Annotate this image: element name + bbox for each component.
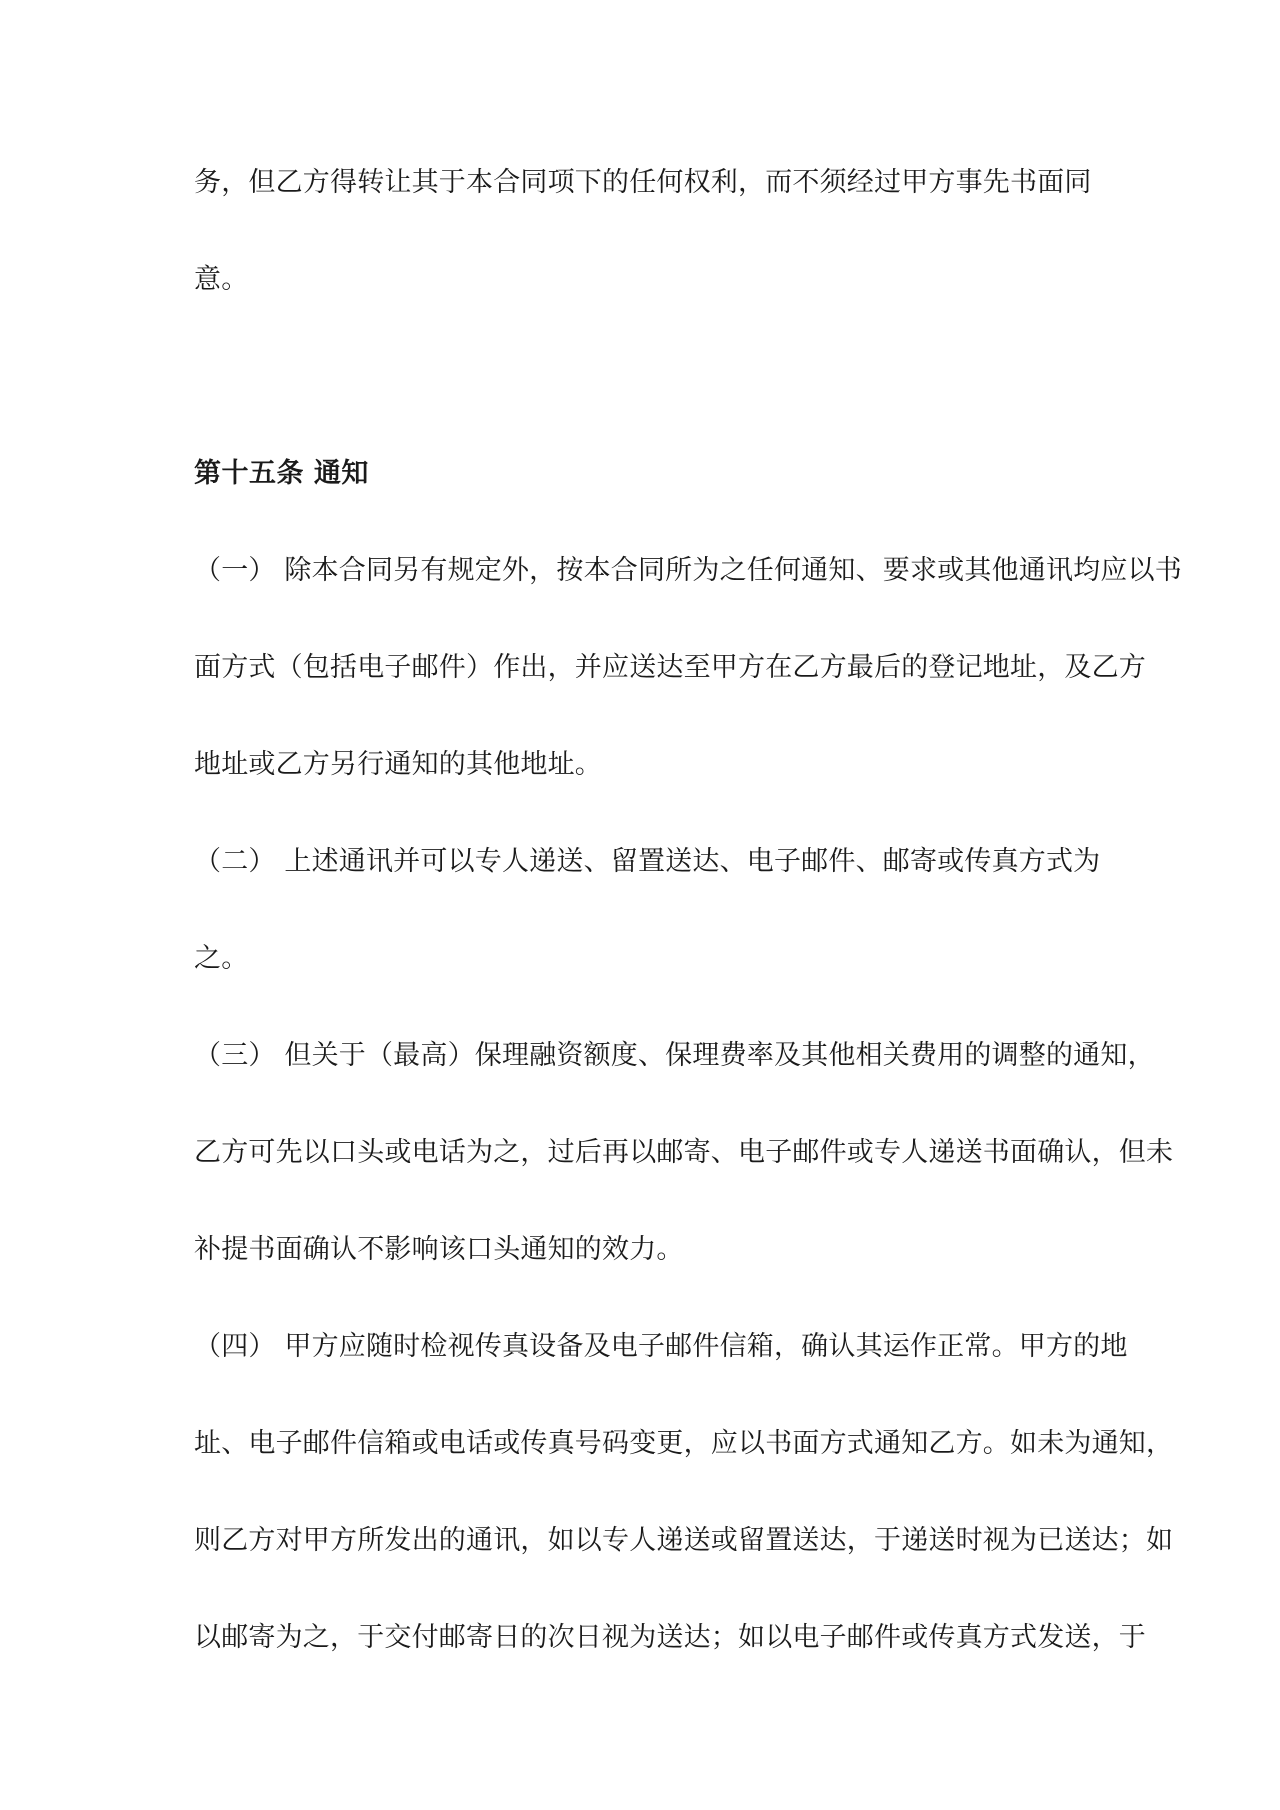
paragraph-line: 意。 [194, 264, 249, 295]
paragraph-line: 则乙方对甲方所发出的通讯，如以专人递送或留置送达，于递送时视为已送达；如 [194, 1525, 1174, 1556]
paragraph-line: 址、电子邮件信箱或电话或传真号码变更，应以书面方式通知乙方。如未为通知， [194, 1428, 1174, 1459]
paragraph-line: 以邮寄为之，于交付邮寄日的次日视为送达；如以电子邮件或传真方式发送，于 [194, 1622, 1146, 1653]
paragraph-line: 务，但乙方得转让其于本合同项下的任何权利，而不须经过甲方事先书面同 [194, 167, 1092, 198]
paragraph-line: 之。 [194, 943, 249, 974]
paragraph-line: （三） 但关于（最高）保理融资额度、保理费率及其他相关费用的调整的通知， [194, 1040, 1155, 1071]
paragraph-line: （四） 甲方应随时检视传真设备及电子邮件信箱，确认其运作正常。甲方的地 [194, 1331, 1128, 1362]
paragraph-line: 乙方可先以口头或电话为之，过后再以邮寄、电子邮件或专人递送书面确认，但未 [194, 1137, 1174, 1168]
paragraph-line: 面方式（包括电子邮件）作出，并应送达至甲方在乙方最后的登记地址，及乙方 [194, 652, 1146, 683]
section-heading: 第十五条 通知 [194, 458, 369, 489]
paragraph-line: （一） 除本合同另有规定外，按本合同所为之任何通知、要求或其他通讯均应以书 [194, 555, 1182, 586]
paragraph-line: 地址或乙方另行通知的其他地址。 [194, 749, 602, 780]
paragraph-line: 补提书面确认不影响该口头通知的效力。 [194, 1234, 684, 1265]
paragraph-line: （二） 上述通讯并可以专人递送、留置送达、电子邮件、邮寄或传真方式为 [194, 846, 1101, 877]
